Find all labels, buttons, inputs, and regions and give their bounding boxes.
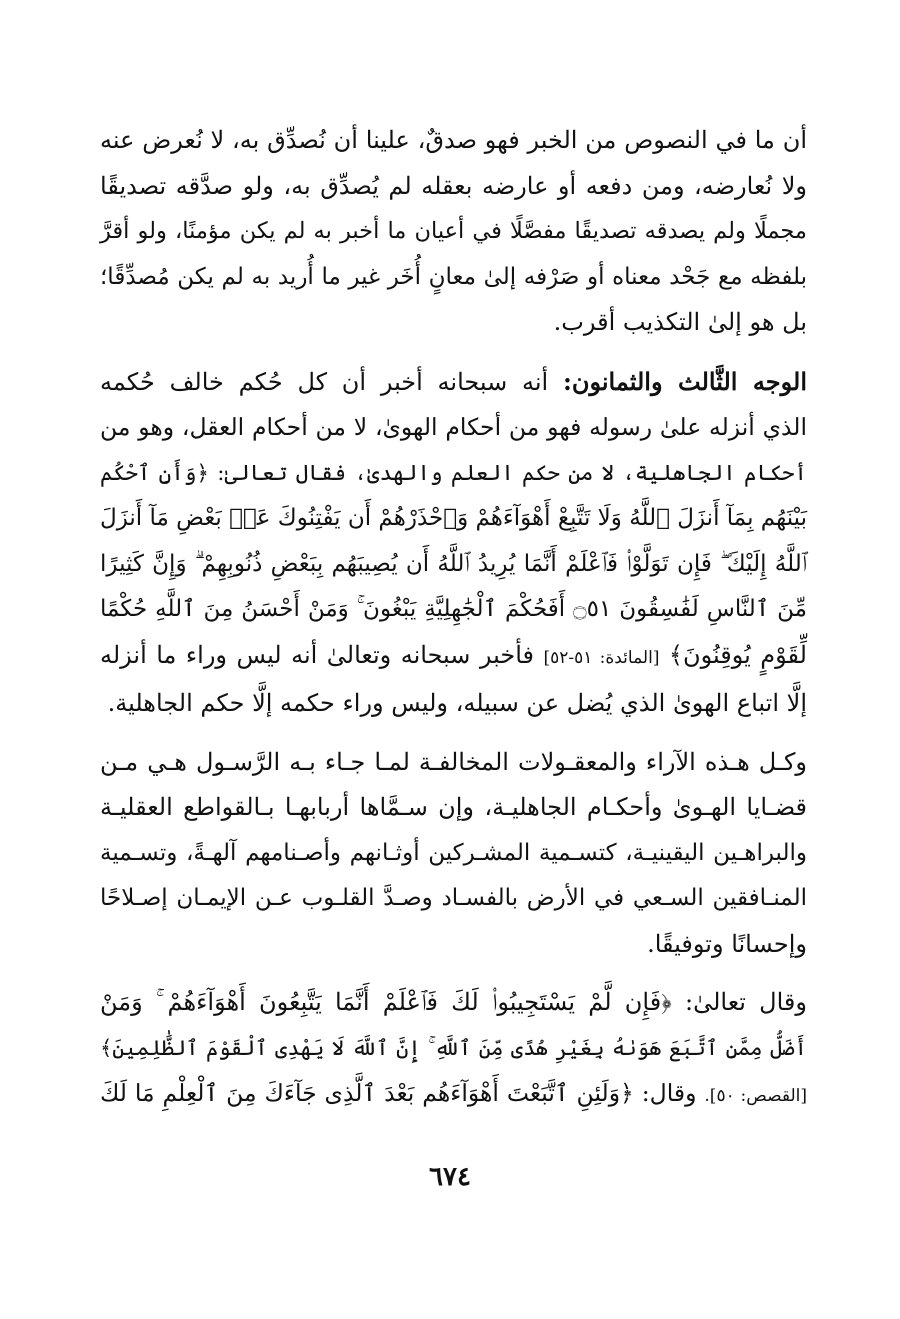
text-line: ولا نُعارضه، ومن دفعه أو عارضه بعقله لم يُصدِّق به، ولو صدَّقه تصديقًا <box>100 171 807 200</box>
text-line: الذي أنزله علىٰ رسوله فهو من أحكام الهوىٰ، لا من أحكام العقل، وهو من <box>100 413 807 441</box>
text-line <box>100 359 807 406</box>
paragraph-1 <box>100 118 807 346</box>
text-segment: فأخبر سبحانه وتعالىٰ أنه ليس وراء ما أنزله <box>100 640 534 669</box>
quran-verse-line: وقال تعالىٰ: ﴿فَإِن لَّمْ يَسْتَجِيبُوا۟ لَكَ فَٱعْلَمْ أَنَّمَا يَتَّبِعُونَ أَهْوَآءَهُمْ ۚ وَمَنْ <box>100 988 807 1016</box>
text-line: بل هو إلىٰ التكذيب أقرب. <box>553 308 807 336</box>
verse-reference: [القصص: ٥٠]. <box>704 1086 807 1106</box>
text-line: مجملًا ولم يصدقه تصديقًا مفصَّلًا في أعيان ما أخبر به لم يكن مؤمنًا، ولو أقرَّ <box>100 218 807 244</box>
text-segment: أنه سبحانه أخبر أن كل حُكم خالف حُكمه <box>100 367 549 396</box>
text-line: والبراهـين اليقينيـة، كتسـمية المشـركين أوثـانهم وأصـنامهم آلهـةً، وتسـمية <box>100 839 807 866</box>
document-page <box>100 118 807 1133</box>
text-line: أن ما في النصوص من الخبر فهو صدقٌ، علينا أن نُصدِّق به، لا نُعرض عنه <box>100 126 807 154</box>
text-line: أحكام الجاهلية، لا من حكم العلم والهدىٰ، فقال تعالىٰ: ﴿وَأَنِ ٱحْكُم <box>100 460 807 486</box>
paragraph-3 <box>100 740 807 968</box>
text-line: بلفظه مع جَحْد معناه أو صَرْفه إلىٰ معانٍ أُخَر غير ما أُريد به لم يكن مُصدِّقًا؛ <box>100 263 807 290</box>
text-line: وكـل هـذه الآراء والمعقـولات المخالفـة لمـا جـاء بـه الرَّسـول هـي مـن <box>100 747 807 776</box>
quran-verse-line: بَيْنَهُم بِمَآ أَنزَلَ ٱللَّهُ وَلَا تَتَّبِعْ أَهْوَآءَهُمْ وَٱحْذَرْهُمْ أَن يَفْتِنُوكَ عَنۢ بَعْضِ مَآ أَنزَلَ <box>100 505 807 531</box>
text-line <box>100 1071 807 1120</box>
quran-verse-line: أَضَلُّ مِمَّنِ ٱتَّبَعَ هَوَىٰهُ بِغَيْرِ هُدًى مِّنَ ٱللَّهِ ۚ إِنَّ ٱللَّهَ لَا يَهْدِى ٱلْقَوْمَ ٱلظَّٰلِمِينَ﴾ <box>100 1035 807 1060</box>
text-segment: وقال: ﴿وَلَئِنِ ٱتَّبَعْتَ أَهْوَآءَهُم بَعْدَ ٱلَّذِى جَآءَكَ مِنَ ٱلْعِلْمِ مَا لَكَ <box>100 1079 697 1107</box>
verse-reference: [المائدة: ٥١-٥٢] <box>543 647 660 668</box>
text-line: قضـايا الهـوىٰ وأحكـام الجاهليـة، وإن سـمَّاها أربابهـا بـالقواطع العقليـة <box>100 793 807 821</box>
section-heading: الوجه الثَّالث والثمانون: <box>562 366 807 396</box>
page-number: ٦٧٤ <box>429 1162 471 1192</box>
text-line: إلَّا اتباع الهوىٰ الذي يُضل عن سبيله، وليس وراء حكمه إلَّا حكم الجاهلية. <box>107 689 807 717</box>
text-line: المنـافقين السـعي في الأرض بالفسـاد وصـدَّ القلـوب عـن الإيمـان إصـلاحًا <box>100 885 807 911</box>
quran-verse-end: لِّقَوْمٍ يُوقِنُونَ﴾ <box>668 640 807 669</box>
text-line: وإحسانًا وتوفيقًا. <box>647 929 807 958</box>
quran-verse-line: مِّنَ ٱلنَّاسِ لَفَٰسِقُونَ ۝٥١ أَفَحُكْمَ ٱلْجَٰهِلِيَّةِ يَبْغُونَ ۚ وَمَنْ أَحْسَنُ مِنَ ٱللَّهِ حُكْمًا <box>100 596 808 622</box>
paragraph-2 <box>100 359 807 727</box>
text-line <box>100 633 807 682</box>
paragraph-4 <box>100 980 807 1120</box>
quran-verse-line: ٱللَّهُ إِلَيْكَ ۖ فَإِن تَوَلَّوْا۟ فَٱعْلَمْ أَنَّمَا يُرِيدُ ٱللَّهُ أَن يُصِيبَهُم بِبَعْضِ ذُنُوبِهِمْ ۗ وَإِنَّ كَثِيرًا <box>100 550 807 577</box>
